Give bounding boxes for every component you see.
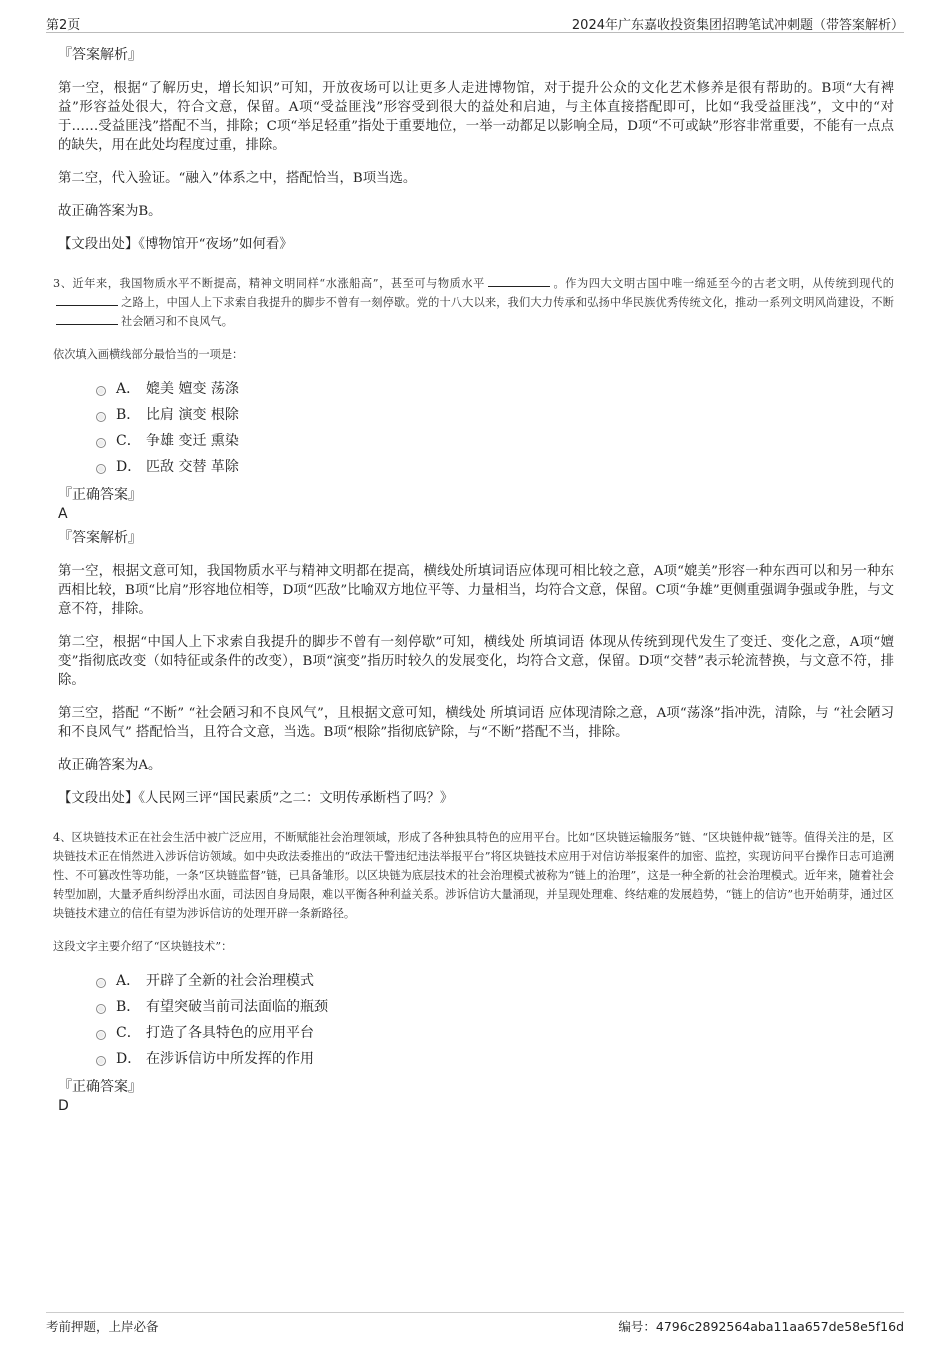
option-text: 匹敌 交替 革除 bbox=[146, 459, 239, 475]
q3-blank-2 bbox=[56, 293, 118, 306]
option-text: 媲美 嬗变 荡涤 bbox=[146, 381, 239, 397]
q3-analysis-label: 『答案解析』 bbox=[58, 530, 142, 546]
option-letter: A． bbox=[116, 973, 141, 989]
option-text: 比肩 演变 根除 bbox=[146, 407, 239, 423]
document-id: 编号：4796c2892564aba11aa657de58e5f16d bbox=[618, 1319, 904, 1334]
page-number: 第2页 bbox=[46, 18, 81, 33]
radio-icon[interactable] bbox=[96, 412, 106, 422]
q3-analysis-p2: 第二空，根据“中国人上下求索自我提升的脚步不曾有一刻停歇”可知，横线处 所填词语 体现从传统到现代发生了变迁、变化之意，A项“嬗变”指彻底改变（如特征或条件的改变），B项“演变”指历时较久的发展变化，均符合文意，保留。D项“交替”表示轮流替换，与文意不符，排除。 bbox=[58, 635, 894, 688]
radio-icon[interactable] bbox=[96, 464, 106, 474]
q3-answer-label: 『正确答案』 bbox=[58, 487, 142, 503]
document-body bbox=[53, 44, 894, 1121]
option-letter: B． bbox=[116, 999, 141, 1015]
q4-answer: D bbox=[58, 1098, 69, 1114]
option-letter: A． bbox=[116, 381, 141, 397]
radio-icon[interactable] bbox=[96, 978, 106, 988]
q2-analysis-p3: 故正确答案为B。 bbox=[58, 204, 162, 219]
q2-analysis-p2: 第二空，代入验证。“融入”体系之中，搭配恰当，B项当选。 bbox=[58, 171, 417, 186]
q3-stem-part-d: 社会陋习和不良风气。 bbox=[121, 315, 233, 328]
q3-option-c[interactable] bbox=[96, 428, 894, 454]
q3-blank-1 bbox=[488, 274, 550, 287]
option-letter: D． bbox=[116, 1051, 142, 1067]
q3-prompt: 依次填入画横线部分最恰当的一项是： bbox=[53, 348, 244, 361]
option-text: 争雄 变迁 熏染 bbox=[146, 433, 239, 449]
q3-answer: A bbox=[58, 506, 68, 522]
q4-options bbox=[96, 968, 894, 1072]
radio-icon[interactable] bbox=[96, 386, 106, 396]
q3-analysis-p4: 故正确答案为A。 bbox=[58, 758, 162, 773]
radio-icon[interactable] bbox=[96, 1056, 106, 1066]
q3-options bbox=[96, 376, 894, 480]
radio-icon[interactable] bbox=[96, 438, 106, 448]
q3-analysis-p1: 第一空，根据文意可知，我国物质水平与精神文明都在提高，横线处所填词语应体现可相比较之意，A项“媲美”形容一种东西可以和另一种东西相比较，B项“比肩”形容地位相等，D项“匹敌”比喻双方地位平等、力量相当，均符合文意，保留。C项“争雄”更侧重强调争强或争胜，与文意不符，排除。 bbox=[58, 564, 894, 617]
q2-analysis-p1: 第一空，根据“了解历史，增长知识”可知，开放夜场可以让更多人走进博物馆，对于提升公众的文化艺术修养是很有帮助的。B项“大有裨益”形容益处很大，符合文意，保留。A项“受益匪浅”形容受到很大的益处和启迪，与主体直接搭配即可，比如“我受益匪浅”，文中的“对于……受益匪浅”搭配不当，排除；C项“举足轻重”指处于重要地位，一举一动都足以影响全局，D项“不可或缺”形容非常重要，不能有一点点的缺失，用在此处均程度过重，排除。 bbox=[58, 81, 894, 153]
q4-option-b[interactable] bbox=[96, 994, 894, 1020]
q3-stem-part-a: 3、近年来，我国物质水平不断提高，精神文明同样“水涨船高”，甚至可与物质水平 bbox=[53, 277, 485, 290]
option-letter: C． bbox=[116, 433, 141, 449]
q2-analysis-label: 『答案解析』 bbox=[58, 47, 142, 63]
q3-source: 【文段出处】《人民网三评“国民素质”之二：文明传承断档了吗？》 bbox=[58, 791, 454, 806]
option-letter: C． bbox=[116, 1025, 141, 1041]
option-letter: B． bbox=[116, 407, 141, 423]
option-text: 有望突破当前司法面临的瓶颈 bbox=[146, 999, 328, 1015]
option-letter: D． bbox=[116, 459, 142, 475]
q4-stem: 4、区块链技术正在社会生活中被广泛应用，不断赋能社会治理领域，形成了各种独具特色的应用平台。比如“区块链运输服务”链、“区块链仲裁”链等。值得关注的是，区块链技术正在悄然进入涉诉信访领域。如中央政法委推出的“政法干警违纪违法举报平台”将区块链技术应用于对信访举报案件的加密、监控，实现访问平台操作日志可追溯性、不可篡改性等功能，一条“区块链监督”链，已具备雏形。以区块链为底层技术的社会治理模式被称为“链上的治理”，这是一种全新的社会治理模式。近年来，随着社会转型加剧，大量矛盾纠纷浮出水面，司法因自身局限，难以平衡各种利益关系。涉诉信访大量涌现，并呈现处理难、终结难的发展趋势，“链上的信访”也开始萌芽，通过区块链技术建立的信任有望为涉诉信访的处理开辟一条新路径。 bbox=[53, 831, 894, 920]
q3-stem bbox=[53, 274, 894, 331]
page-footer bbox=[46, 1312, 904, 1338]
radio-icon[interactable] bbox=[96, 1004, 106, 1014]
q4-prompt: 这段文字主要介绍了“区块链技术”： bbox=[53, 940, 233, 953]
q3-option-a[interactable] bbox=[96, 376, 894, 402]
option-text: 打造了各具特色的应用平台 bbox=[146, 1025, 314, 1041]
footer-slogan: 考前押题，上岸必备 bbox=[46, 1319, 159, 1334]
q3-option-d[interactable] bbox=[96, 454, 894, 480]
q2-source: 【文段出处】《博物馆开“夜场”如何看》 bbox=[58, 237, 293, 252]
q4-option-a[interactable] bbox=[96, 968, 894, 994]
page-header bbox=[46, 12, 904, 33]
radio-icon[interactable] bbox=[96, 1030, 106, 1040]
q3-stem-part-c: 之路上，中国人上下求索自我提升的脚步不曾有一刻停歇。党的十八大以来，我们大力传承和弘扬中华民族优秀传统文化，推动一系列文明风尚建设，不断 bbox=[121, 296, 894, 309]
q3-blank-3 bbox=[56, 312, 118, 325]
q3-stem-part-b: 。作为四大文明古国中唯一绵延至今的古老文明，从传统到现代的 bbox=[552, 277, 894, 290]
option-text: 在涉诉信访中所发挥的作用 bbox=[146, 1051, 314, 1067]
q4-answer-label: 『正确答案』 bbox=[58, 1079, 142, 1095]
q4-option-d[interactable] bbox=[96, 1046, 894, 1072]
option-text: 开辟了全新的社会治理模式 bbox=[146, 973, 314, 989]
q4-option-c[interactable] bbox=[96, 1020, 894, 1046]
document-title: 2024年广东嘉收投资集团招聘笔试冲刺题（带答案解析） bbox=[571, 18, 904, 33]
q3-analysis-p3: 第三空，搭配 “不断” “社会陋习和不良风气”，且根据文意可知，横线处 所填词语 应体现清除之意，A项“荡涤”指冲洗，清除，与 “社会陋习和不良风气” 搭配恰当，且符合文意，当选。B项“根除”指彻底铲除，与“不断”搭配不当，排除。 bbox=[58, 706, 894, 740]
q3-option-b[interactable] bbox=[96, 402, 894, 428]
